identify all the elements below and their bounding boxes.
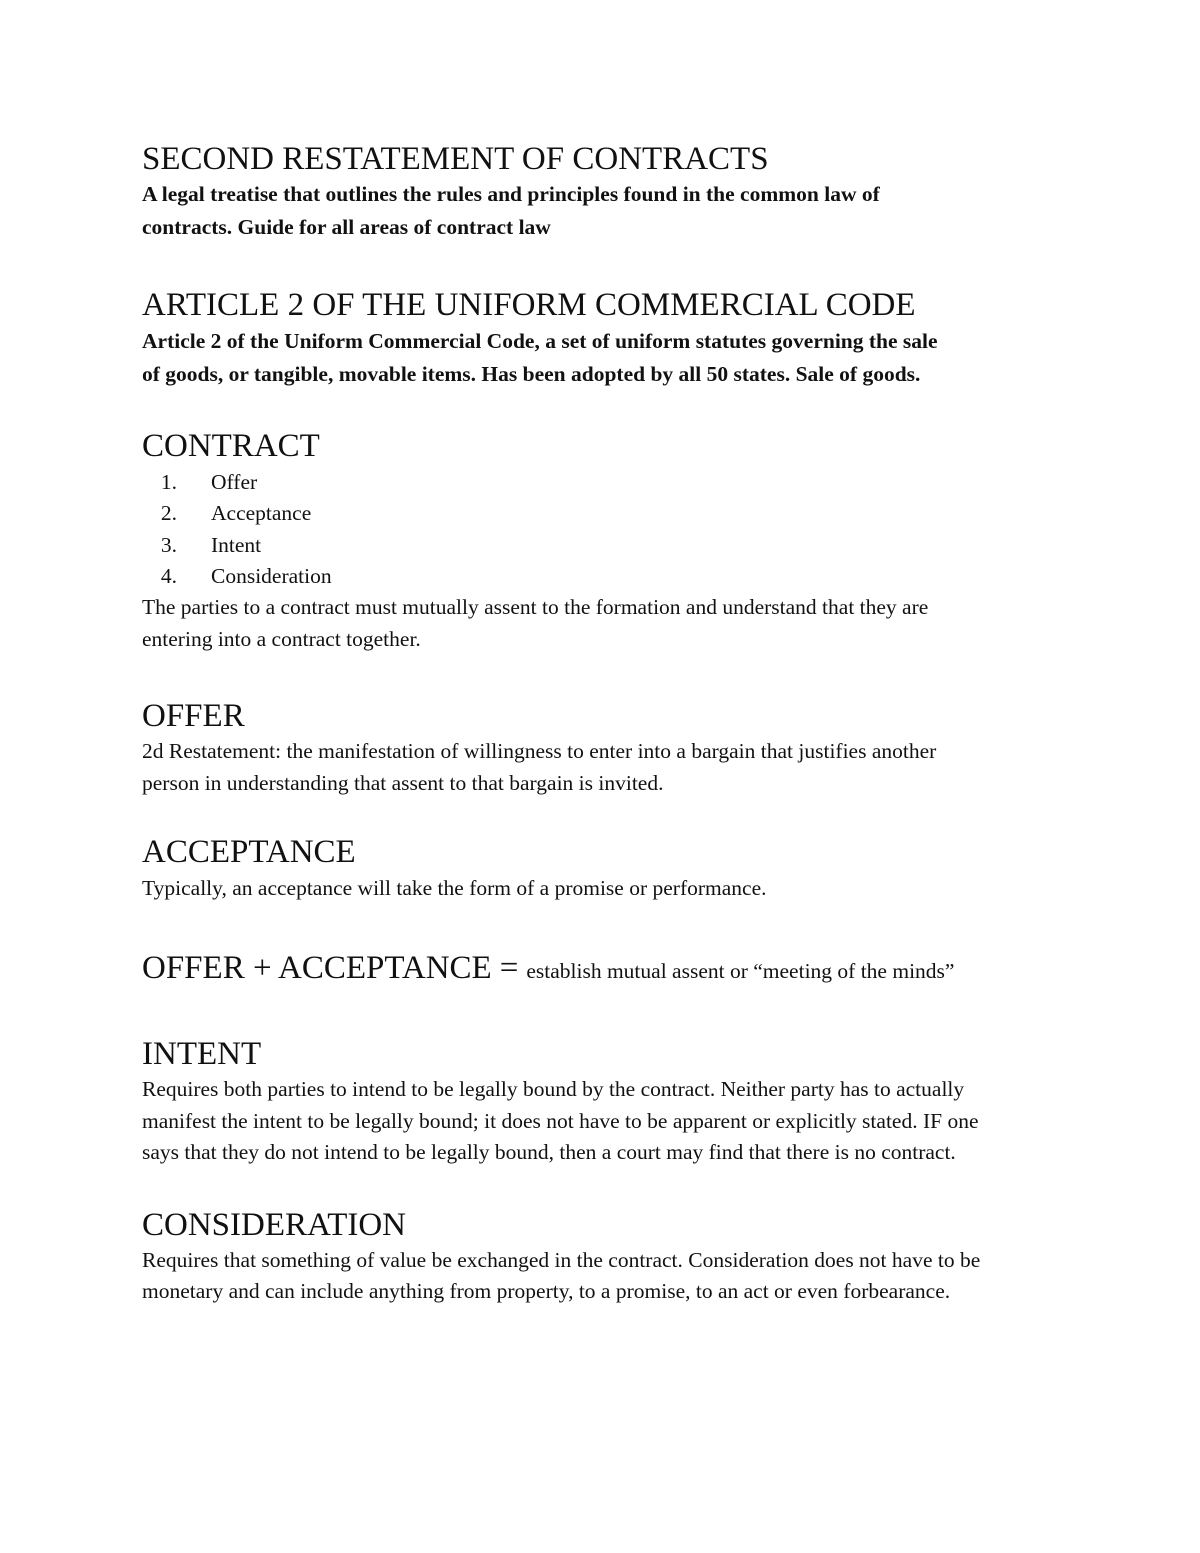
- section-equation: [142, 948, 1060, 991]
- paragraph-line: 2d Restatement: the manifestation of willingness to enter into a bargain that justifies another: [142, 739, 937, 764]
- section-restatement: [142, 139, 1060, 244]
- list-item: [142, 530, 1060, 561]
- paragraph-line: Article 2 of the Uniform Commercial Code, a set of uniform statutes governing the sale: [142, 329, 938, 353]
- paragraph-consideration: [142, 1245, 1060, 1308]
- paragraph-line: entering into a contract together.: [142, 626, 421, 651]
- paragraph-intent: [142, 1074, 1060, 1169]
- paragraph-line: of goods, or tangible, movable items. Has been adopted by all 50 states. Sale of goods.: [142, 362, 921, 386]
- paragraph-restatement: [142, 178, 1060, 244]
- list-number: 3.: [160, 532, 177, 557]
- paragraph-line: Requires both parties to intend to be legally bound by the contract. Neither party has to actually: [142, 1077, 965, 1102]
- paragraph-contract: [142, 592, 1060, 655]
- list-item: [142, 561, 1060, 592]
- paragraph-line: manifest the intent to be legally bound; it does not have to be apparent or explicitly stated. IF one: [142, 1108, 979, 1133]
- heading-offer: OFFER: [142, 698, 245, 735]
- list-item: [142, 498, 1060, 529]
- equation-left: OFFER + ACCEPTANCE: [142, 950, 492, 987]
- heading-consideration: CONSIDERATION: [142, 1206, 406, 1243]
- list-label: Acceptance: [211, 501, 312, 526]
- offer-acceptance-equation: [142, 948, 1060, 991]
- section-ucc: [142, 285, 1060, 391]
- list-label: Consideration: [211, 563, 332, 588]
- paragraph-ucc: [142, 325, 1060, 391]
- paragraph-line: Typically, an acceptance will take the form of a promise or performance.: [142, 876, 767, 901]
- list-label: Intent: [211, 532, 262, 557]
- heading-ucc: ARTICLE 2 OF THE UNIFORM COMMERCIAL CODE: [142, 287, 916, 323]
- list-number: 1.: [160, 470, 177, 494]
- heading-intent: INTENT: [142, 1036, 262, 1073]
- equation-sign: =: [499, 950, 519, 987]
- list-label: Offer: [211, 470, 258, 494]
- paragraph-line: monetary and can include anything from property, to a promise, to an act or even forbearance.: [142, 1279, 951, 1304]
- paragraph-line: Requires that something of value be exchanged in the contract. Consideration does not have to be: [142, 1247, 981, 1272]
- paragraph-offer: [142, 736, 1060, 799]
- paragraph-line: The parties to a contract must mutually assent to the formation and understand that they are: [142, 595, 929, 620]
- contract-elements-list: [142, 467, 1060, 592]
- list-item: [142, 467, 1060, 498]
- paragraph-line: person in understanding that assent to that bargain is invited.: [142, 770, 664, 795]
- paragraph-acceptance: [142, 872, 1060, 905]
- paragraph-line: A legal treatise that outlines the rules and principles found in the common law of: [142, 182, 880, 206]
- list-number: 4.: [160, 563, 177, 588]
- heading-acceptance: ACCEPTANCE: [142, 834, 356, 871]
- equation-right: establish mutual assent or “meeting of the minds”: [526, 959, 955, 984]
- heading-restatement: SECOND RESTATEMENT OF CONTRACTS: [142, 141, 769, 177]
- section-contract: [142, 426, 1060, 655]
- paragraph-line: contracts. Guide for all areas of contract law: [142, 215, 551, 239]
- list-number: 2.: [160, 501, 177, 526]
- section-acceptance: [142, 832, 1060, 905]
- section-offer: [142, 696, 1060, 799]
- heading-contract: CONTRACT: [142, 428, 320, 464]
- paragraph-line: says that they do not intend to be legally bound, then a court may find that there is no contract.: [142, 1140, 956, 1165]
- section-consideration: [142, 1205, 1060, 1308]
- section-intent: [142, 1034, 1060, 1169]
